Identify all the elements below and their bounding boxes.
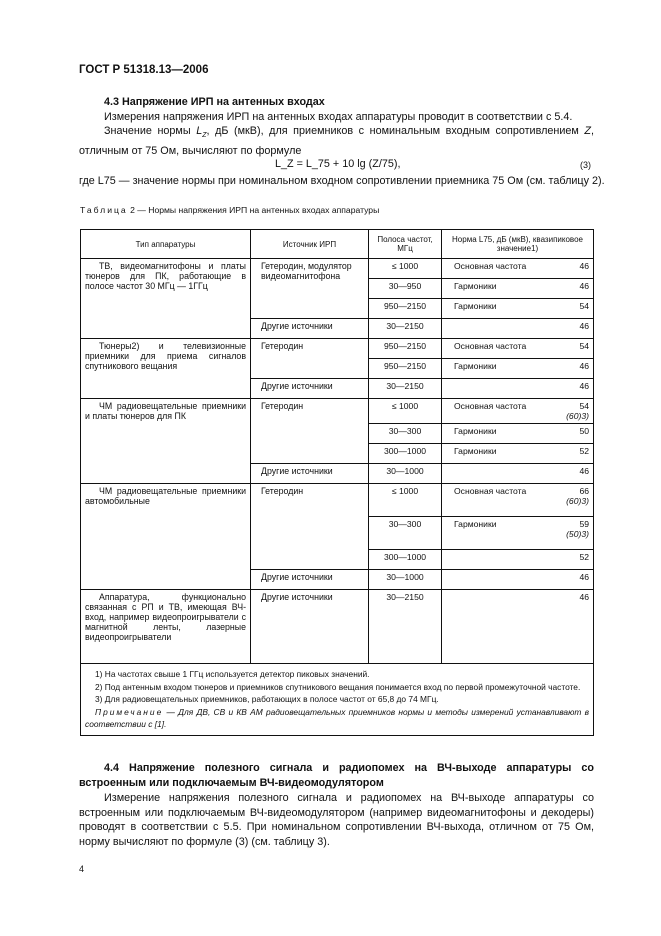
norm-value-wrap — [565, 446, 589, 456]
equipment-type-cell: ЧМ радиовещательные приемники и платы тюнеров для ПК — [81, 399, 251, 484]
norm-kind — [446, 572, 454, 582]
band-cell: 950—2150 — [369, 299, 442, 319]
norm-value: 66 — [579, 486, 589, 496]
equipment-type-cell: ТВ, видеомагнитофоны и платы тюнеров для ПК, работающие в полосе частот 30 МГц — 1ГГц — [81, 259, 251, 339]
source-cell: Гетеродин — [251, 399, 369, 464]
norm-cell — [442, 319, 594, 339]
norm-value-wrap — [565, 381, 589, 391]
norm-value: 46 — [579, 361, 589, 371]
norm-kind: Гармоники — [454, 446, 497, 456]
norm-kind — [446, 466, 454, 476]
norm-value-wrap — [565, 301, 589, 311]
section-4-3-p1: Измерения напряжения ИРП на антенных входах аппаратуры проводит в соответствии с 5.4. — [104, 111, 573, 123]
norm-kind: Основная частота — [454, 261, 527, 271]
norm-kind: Основная частота — [454, 486, 527, 496]
source-cell: Гетеродин, модулятор видеомагнитофона — [251, 259, 369, 319]
norm-cell — [442, 424, 594, 444]
col-header-band: Полоса частот, МГц — [369, 230, 442, 259]
band-cell: ≤ 1000 — [369, 484, 442, 517]
band-cell: ≤ 1000 — [369, 399, 442, 424]
norm-value-wrap — [565, 466, 589, 476]
norm-cell — [442, 590, 594, 664]
norms-table — [80, 229, 594, 736]
band-cell: 950—2150 — [369, 359, 442, 379]
norm-cell — [442, 379, 594, 399]
band-cell: 30—1000 — [369, 570, 442, 590]
norm-value-wrap — [565, 552, 589, 562]
norm-cell — [442, 299, 594, 319]
table-row — [81, 339, 594, 359]
norm-cell — [442, 517, 594, 550]
table-caption — [80, 205, 379, 215]
norm-kind: Гармоники — [454, 281, 497, 291]
band-cell: 30—2150 — [369, 590, 442, 664]
band-cell: 30—2150 — [369, 379, 442, 399]
table-footnotes — [81, 664, 594, 736]
document-header: ГОСТ Р 51318.13—2006 — [79, 64, 209, 76]
norm-value-wrap — [565, 281, 589, 291]
norm-value: 46 — [579, 466, 589, 476]
norm-value: 46 — [579, 592, 589, 602]
norm-cell — [442, 444, 594, 464]
norm-cell — [442, 399, 594, 424]
norm-value-wrap — [565, 426, 589, 436]
source-cell: Другие источники — [251, 379, 369, 399]
norm-cell — [442, 570, 594, 590]
norm-cell — [442, 550, 594, 570]
norm-value-wrap — [565, 401, 589, 421]
norm-cell — [442, 339, 594, 359]
formula-3: L_Z = L_75 + 10 lg (Z/75), — [275, 158, 401, 170]
norm-value-wrap — [565, 361, 589, 371]
norm-kind: Основная частота — [454, 401, 527, 411]
norm-cell — [442, 484, 594, 517]
table-note — [85, 706, 589, 731]
source-cell: Другие источники — [251, 570, 369, 590]
section-4-3-title: 4.3 Напряжение ИРП на антенных входах — [104, 96, 325, 108]
footnote-1: 1) На частотах свыше 1 ГГц используется детектор пиковых значений. — [95, 669, 370, 679]
norm-value-wrap — [565, 519, 589, 539]
p2-text: , отличным от 75 Ом, вычисляют по формуле — [79, 125, 594, 157]
source-cell: Другие источники — [251, 464, 369, 484]
norm-value: 54 — [579, 341, 589, 351]
norm-value-wrap — [565, 572, 589, 582]
footnote-2: 2) Под антенным входом тюнеров и приемников спутникового вещания понимается вход по первой промежуточной частоте. — [95, 681, 581, 692]
table-row — [81, 484, 594, 517]
section-4-4-title: 4.4 Напряжение полезного сигнала и радиопомех на ВЧ-выходе аппаратуры со встроенным или подключаемым ВЧ-видеомодулятором — [79, 762, 594, 789]
norm-value: 52 — [579, 552, 589, 562]
formula-number: (3) — [580, 160, 591, 170]
norm-value-wrap — [565, 486, 589, 506]
norm-alt-value: (60)3) — [566, 411, 589, 421]
norm-cell — [442, 359, 594, 379]
norm-kind: Гармоники — [454, 301, 497, 311]
norm-value-wrap — [565, 341, 589, 351]
section-4-3-p3: где L75 — значение нормы при номинальном входном сопротивлении приемника 75 Ом (см. таблицу 2). — [79, 175, 605, 187]
norm-kind: Основная частота — [454, 341, 527, 351]
col-header-source: Источник ИРП — [251, 230, 369, 259]
norm-cell — [442, 279, 594, 299]
equipment-type-cell: Тюнеры2) и телевизионные приемники для приема сигналов спутникового вещания — [81, 339, 251, 399]
norm-value: 52 — [579, 446, 589, 456]
norm-kind — [446, 552, 454, 562]
table-row — [81, 259, 594, 279]
norm-value: 46 — [579, 572, 589, 582]
norm-alt-value: (50)3) — [566, 529, 589, 539]
norm-value: 46 — [579, 281, 589, 291]
table-row — [81, 590, 594, 664]
equipment-type-cell: Аппаратура, функционально связанная с РП и ТВ, имеющая ВЧ-вход, например видеопроигрыватели с магнитной ленты, лазерные видеопроигрыватели — [81, 590, 251, 664]
norm-kind: Гармоники — [454, 519, 497, 529]
norm-value: 54 — [579, 301, 589, 311]
band-cell: 30—2150 — [369, 319, 442, 339]
caption-label: Таблица — [80, 205, 128, 215]
band-cell: 30—300 — [369, 424, 442, 444]
norm-kind — [446, 321, 454, 331]
norm-kind: Гармоники — [454, 426, 497, 436]
section-4-3-p2: Значение нормы $L_Z$, дБ (мкВ), для приемников с номинальным входным сопротивлением Z, отличным от 75 Ом, вычисляют по формуле — [79, 125, 594, 157]
norm-kind — [446, 592, 454, 602]
band-cell: 30—1000 — [369, 464, 442, 484]
norm-kind — [446, 381, 454, 391]
band-cell: 950—2150 — [369, 339, 442, 359]
norm-value: 46 — [579, 381, 589, 391]
norm-value: 54 — [579, 401, 589, 411]
norm-value-wrap — [565, 592, 589, 602]
source-cell: Гетеродин — [251, 339, 369, 379]
band-cell: ≤ 1000 — [369, 259, 442, 279]
caption-text: 2 — Нормы напряжения ИРП на антенных входах аппаратуры — [130, 205, 380, 215]
col-header-type: Тип аппаратуры — [81, 230, 251, 259]
page-number: 4 — [79, 864, 85, 874]
norm-value: 59 — [579, 519, 589, 529]
band-cell: 300—1000 — [369, 444, 442, 464]
band-cell: 300—1000 — [369, 550, 442, 570]
norm-kind: Гармоники — [454, 361, 497, 371]
norm-alt-value: (60)3) — [566, 496, 589, 506]
band-cell: 30—300 — [369, 517, 442, 550]
band-cell: 30—950 — [369, 279, 442, 299]
equipment-type-cell: ЧМ радиовещательные приемники автомобильные — [81, 484, 251, 590]
note-text: — Для ДВ, СВ и КВ АМ радиовещательных приемников нормы и методы измерений устанавливают в соответствии с [1]. — [85, 706, 589, 729]
footnote-3: 3) Для радиовещательных приемников, работающих в полосе частот от 65,8 до 74 МГц. — [95, 694, 439, 704]
norm-value: 50 — [579, 426, 589, 436]
source-cell: Другие источники — [251, 590, 369, 664]
source-cell: Другие источники — [251, 319, 369, 339]
p2-text: , дБ (мкВ), для приемников с номинальным входным сопротивлением — [206, 125, 585, 137]
source-cell: Гетеродин — [251, 484, 369, 570]
p2-text: Значение нормы — [104, 125, 197, 137]
col-header-norm: Норма L75, дБ (мкВ), квазипиковое значение1) — [442, 230, 594, 259]
norm-cell — [442, 464, 594, 484]
norm-value-wrap — [565, 321, 589, 331]
section-4-4-p1: Измерение напряжения полезного сигнала и радиопомех на ВЧ-выходе аппаратуры со встроенным или подключаемым ВЧ-видеомодулятором (например видеомагнитофоны и декодеры) проводят в соответствии с 5.5. При номинальном сопротивлении ВЧ-выхода, отличном от 75 Ом, норму вычисляют по формуле (3) (см. таблицу 3). — [79, 792, 594, 848]
table-row — [81, 399, 594, 424]
norm-cell — [442, 259, 594, 279]
norm-value: 46 — [579, 261, 589, 271]
norm-value-wrap — [565, 261, 589, 271]
note-label: Примечание — [95, 706, 164, 717]
norm-value: 46 — [579, 321, 589, 331]
